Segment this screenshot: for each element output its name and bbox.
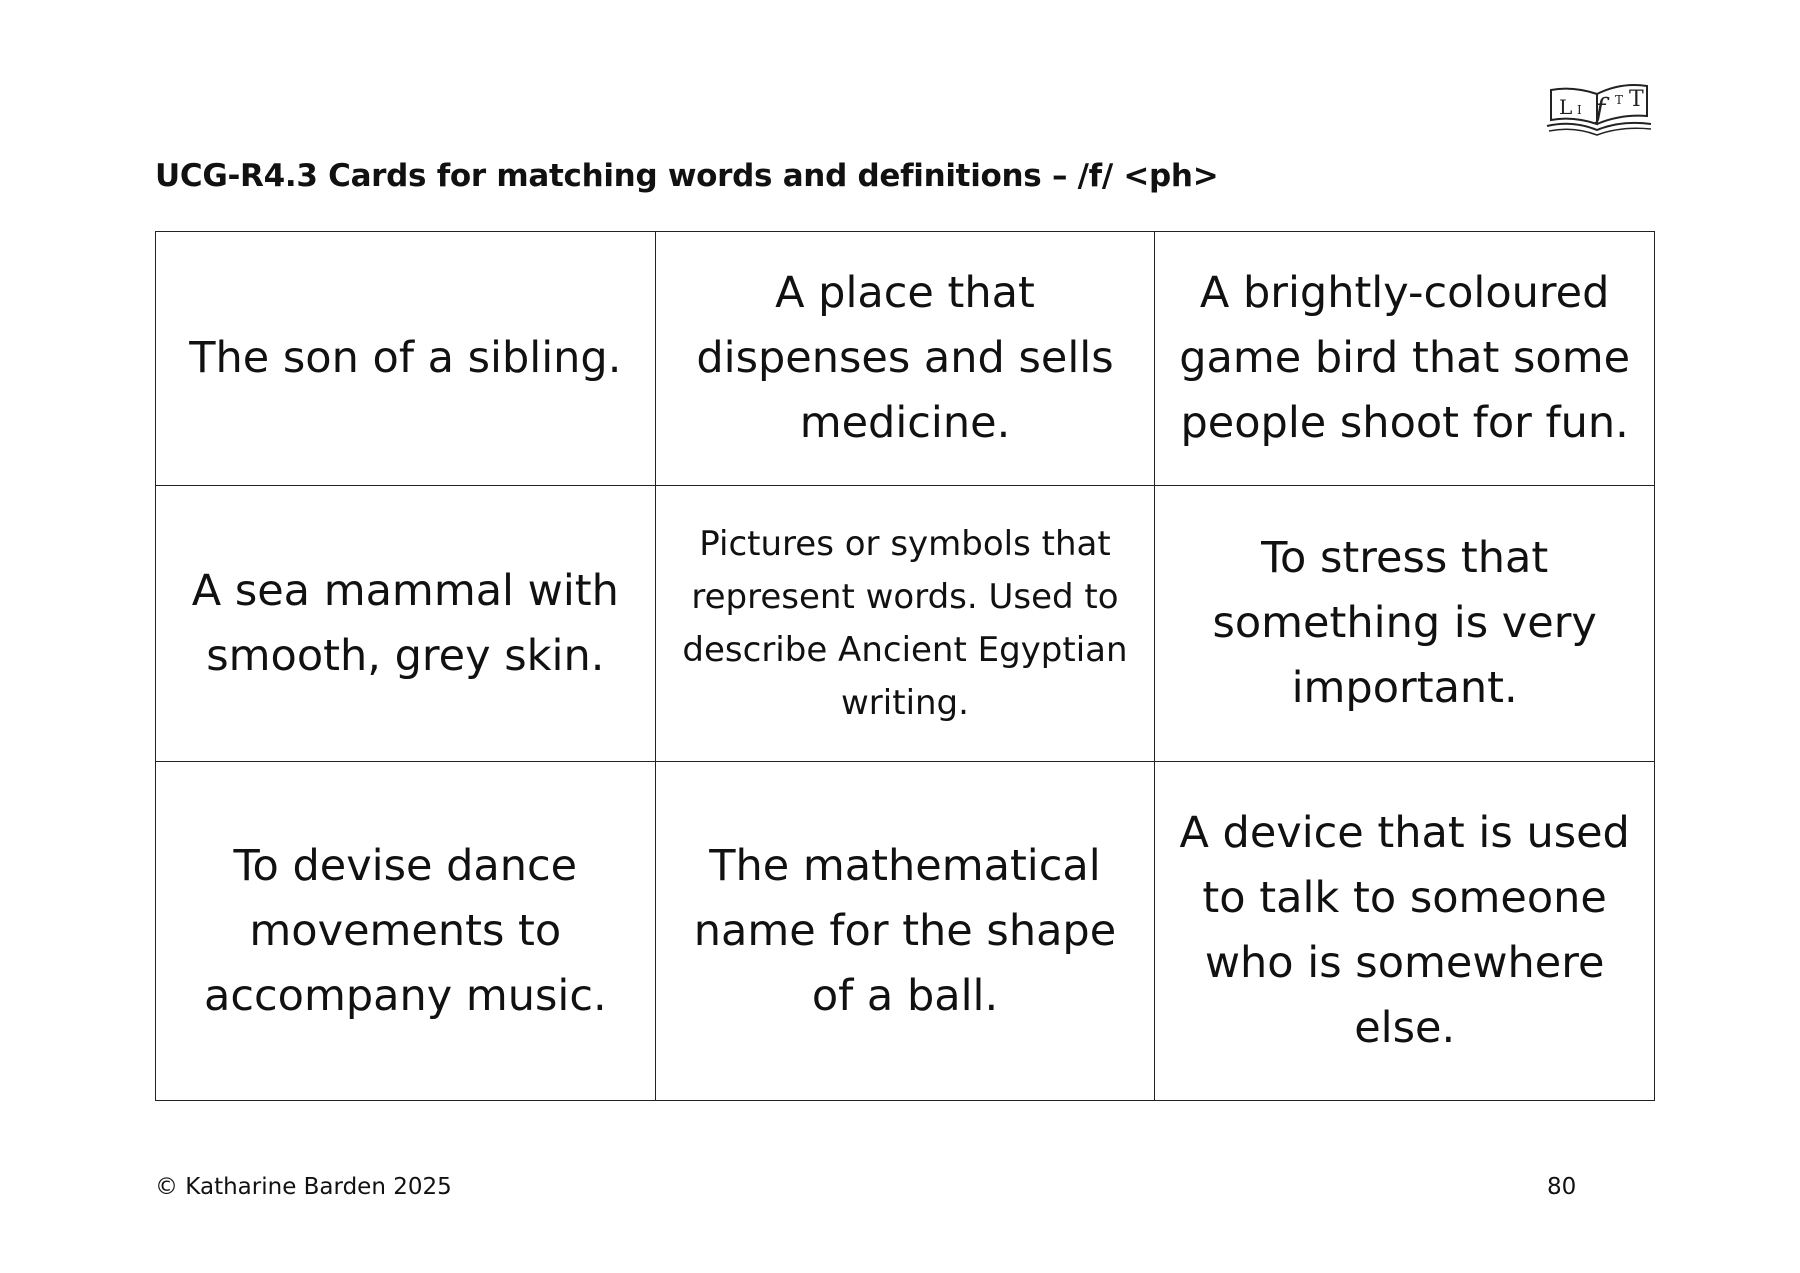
svg-text:L: L [1559,95,1573,119]
svg-text:T: T [1615,93,1624,107]
page-number: 80 [1547,1174,1577,1200]
definition-card: To devise dance movements to accompany music. [156,762,656,1101]
card-row [156,232,1655,486]
card-row [156,486,1655,762]
svg-text:I: I [1577,103,1582,117]
definition-card: The son of a sibling. [156,232,656,486]
svg-text:T: T [1629,87,1644,112]
lift-logo-icon [1545,76,1653,136]
definition-card: A sea mammal with smooth, grey skin. [156,486,656,762]
definition-card: A device that is used to talk to someone who is somewhere else. [1155,762,1655,1101]
svg-text:f: f [1595,92,1606,125]
definition-card: A brightly-coloured game bird that some people shoot for fun. [1155,232,1655,486]
definition-card: Pictures or symbols that represent words. Used to describe Ancient Egyptian writing. [655,486,1155,762]
copyright-notice: © Katharine Barden 2025 [155,1174,452,1200]
card-row [156,762,1655,1101]
definition-card: To stress that something is very important. [1155,486,1655,762]
definition-card: A place that dispenses and sells medicine. [655,232,1155,486]
card-grid [155,231,1655,1101]
page-title: UCG-R4.3 Cards for matching words and definitions – /f/ <ph> [155,158,1219,194]
definition-card: The mathematical name for the shape of a ball. [655,762,1155,1101]
